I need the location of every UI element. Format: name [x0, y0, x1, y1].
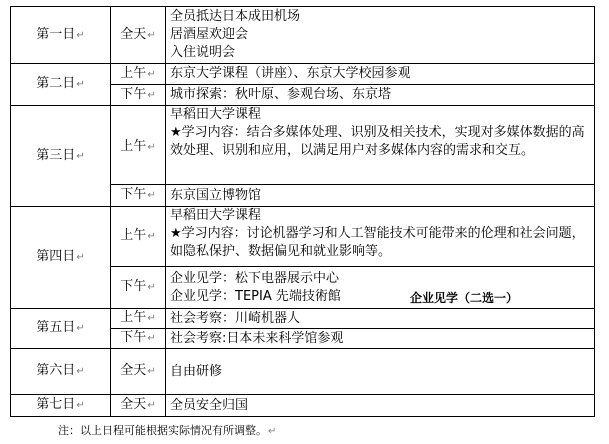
day-cell: 第四日↵ [11, 207, 111, 309]
period-cell: 全天↵ [111, 349, 166, 395]
activity-cell [166, 395, 595, 417]
day-cell: 第三日↵ [11, 106, 111, 207]
activity-line: 社会考察:日本未来科学馆参观 [170, 330, 344, 346]
activity-cell [166, 207, 595, 267]
activity-line: ★学习内容：结合多媒体处理、识别及相关技术，实现对多媒体数据的高效处理、识别和应用，以满足用户对多媒体内容的需求和交互。 [170, 125, 585, 158]
activity-line: 入住说明会 [170, 45, 236, 60]
schedule-footnote: 注：以上日程可能根据实际情况有所调整。↵ [58, 424, 277, 437]
itinerary-table [10, 6, 595, 417]
activity-cell [166, 64, 595, 85]
day-cell: 第七日↵ [11, 395, 111, 417]
table-row [11, 106, 595, 185]
activity-line: ★学习内容：讨论机器学习和人工智能技术可能带来的伦理和社会问题，如隐私保护、数据偏见和就业影响等。 [170, 226, 585, 259]
table-row [11, 207, 595, 267]
activity-line: 自由研修 [170, 363, 223, 379]
activity-cell [166, 309, 595, 329]
activity-cell [166, 106, 595, 185]
choice-note: 企业见学（二选一） [410, 291, 519, 305]
period-cell: 上午↵ [111, 64, 166, 85]
period-cell: 下午↵ [111, 329, 166, 349]
day-cell: 第六日↵ [11, 349, 111, 395]
activity-line: 社会考察：川崎机器人 [170, 310, 301, 326]
day-cell: 第二日↵ [11, 64, 111, 106]
activity-line: 早稻田大学课程 [170, 107, 262, 122]
activity-line: 企业见学：松下电器展示中心 [170, 270, 340, 286]
activity-line: 城市探索：秋叶原、参观台场、东京塔 [170, 87, 392, 102]
activity-cell [166, 185, 595, 207]
period-cell: 下午↵ [111, 85, 166, 106]
table-row [11, 349, 595, 395]
period-cell: 上午↵ [111, 106, 166, 185]
period-cell: 下午↵ [111, 267, 166, 309]
period-cell: 全天↵ [111, 7, 166, 64]
activity-cell [166, 349, 595, 395]
activity-line: 早稻田大学课程 [170, 208, 262, 223]
activity-cell [166, 7, 595, 64]
activity-cell [166, 329, 595, 349]
period-cell: 上午↵ [111, 309, 166, 329]
activity-line: 居酒屋欢迎会 [170, 27, 249, 42]
activity-line: 全员抵达日本成田机场 [170, 9, 301, 24]
activity-line: 东京国立博物馆 [170, 187, 262, 203]
activity-line: 东京大学课程（讲座）、东京大学校园参观 [170, 66, 411, 81]
table-row [11, 395, 595, 417]
table-row [11, 309, 595, 329]
day-cell: 第五日↵ [11, 309, 111, 349]
period-cell: 下午↵ [111, 185, 166, 207]
period-cell: 全天↵ [111, 395, 166, 417]
activity-cell [166, 85, 595, 106]
table-row [11, 7, 595, 64]
activity-cell [166, 267, 595, 309]
day-cell: 第一日↵ [11, 7, 111, 64]
table-row [11, 64, 595, 85]
activity-line: 全员安全归国 [170, 397, 249, 413]
period-cell: 上午↵ [111, 207, 166, 267]
activity-line: 企业见学：TEPIA 先端技術館 [170, 288, 341, 304]
